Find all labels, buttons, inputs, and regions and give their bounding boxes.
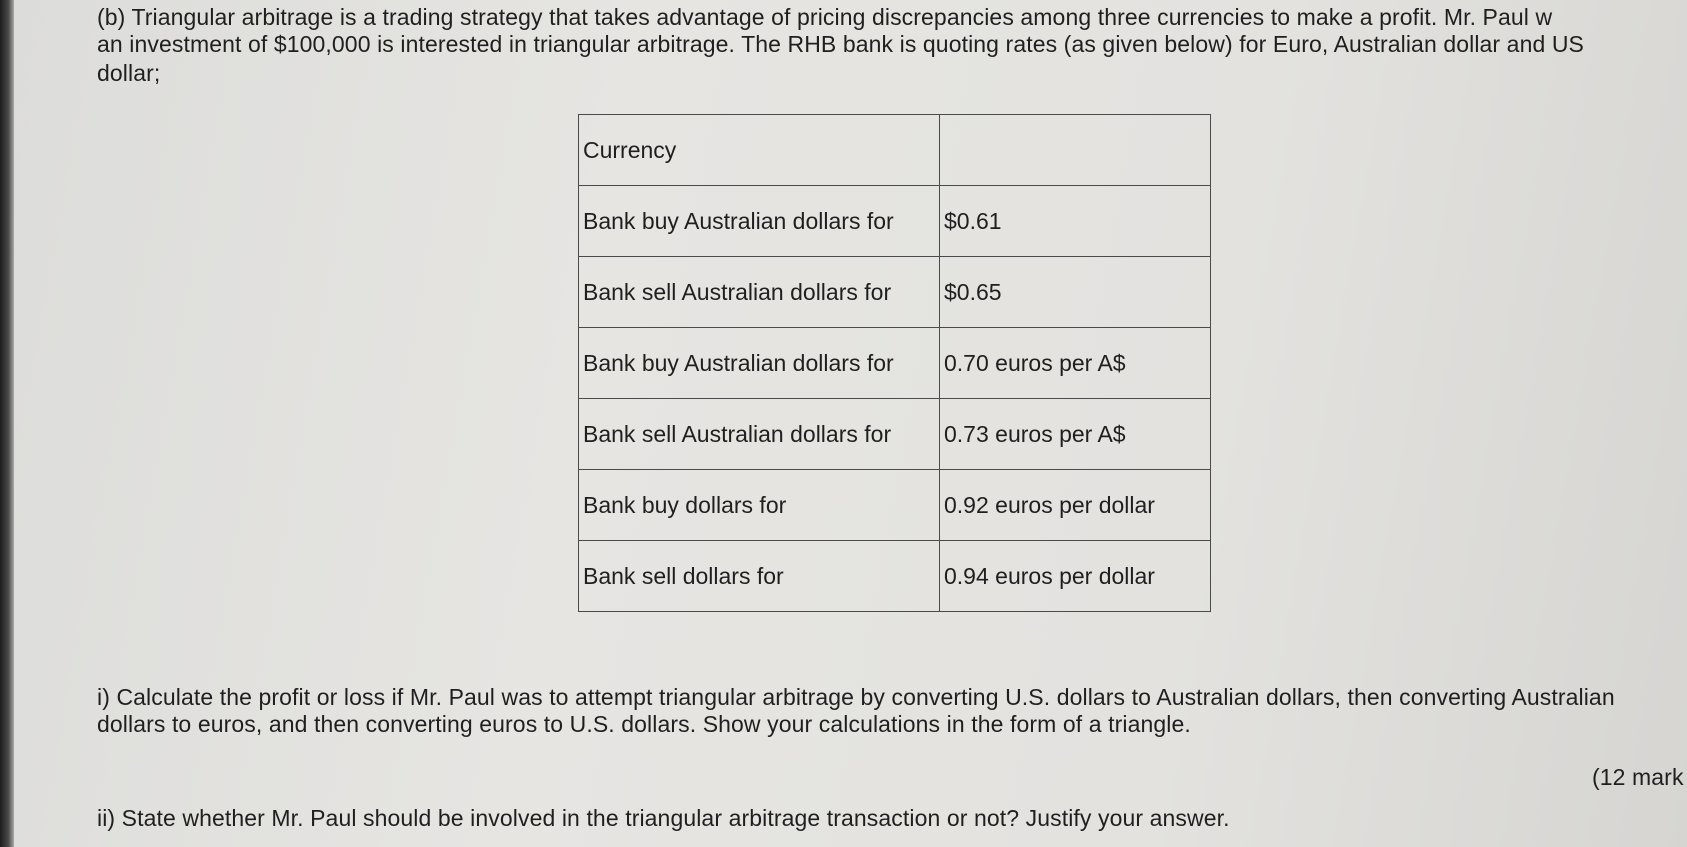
rate-value-cell: 0.70 euros per A$ [940,328,1211,399]
rate-label-cell: Bank sell dollars for [579,541,940,612]
rate-label-cell: Bank buy Australian dollars for [579,328,940,399]
rate-label-cell: Bank buy dollars for [579,470,940,541]
table-header-row [579,115,1211,186]
rate-label-cell: Bank sell Australian dollars for [579,399,940,470]
table-header-cell [940,115,1211,186]
table-row [579,541,1211,612]
intro-text-line-1: (b) Triangular arbitrage is a trading strategy that takes advantage of pricing discrepancies among three currencies to make a profit. Mr. Paul w [97,4,1553,30]
intro-text-line-3: dollar; [97,60,161,86]
table-row [579,328,1211,399]
photo-edge-shadow [0,0,14,847]
table-row [579,257,1211,328]
marks-label: (12 mark [1592,764,1684,790]
intro-text-line-2: an investment of $100,000 is interested in triangular arbitrage. The RHB bank is quoting rates (as given below) for Euro, Australian dollar and US [97,31,1584,57]
table-row [579,186,1211,257]
exchange-rates-table [578,114,1211,612]
rate-value-cell: 0.94 euros per dollar [940,541,1211,612]
part-i-text-line-2: dollars to euros, and then converting euros to U.S. dollars. Show your calculations in the form of a triangle. [97,711,1191,737]
rate-value-cell: $0.65 [940,257,1211,328]
rate-value-cell: 0.73 euros per A$ [940,399,1211,470]
part-ii-text: ii) State whether Mr. Paul should be involved in the triangular arbitrage transaction or not? Justify your answer. [97,805,1230,831]
rate-value-cell: $0.61 [940,186,1211,257]
rate-label-cell: Bank sell Australian dollars for [579,257,940,328]
rate-value-cell: 0.92 euros per dollar [940,470,1211,541]
table-row [579,399,1211,470]
table-header-cell: Currency [579,115,940,186]
rate-label-cell: Bank buy Australian dollars for [579,186,940,257]
part-i-text-line-1: i) Calculate the profit or loss if Mr. Paul was to attempt triangular arbitrage by converting U.S. dollars to Australian dollars, then converting Australian [97,684,1615,710]
table-row [579,470,1211,541]
